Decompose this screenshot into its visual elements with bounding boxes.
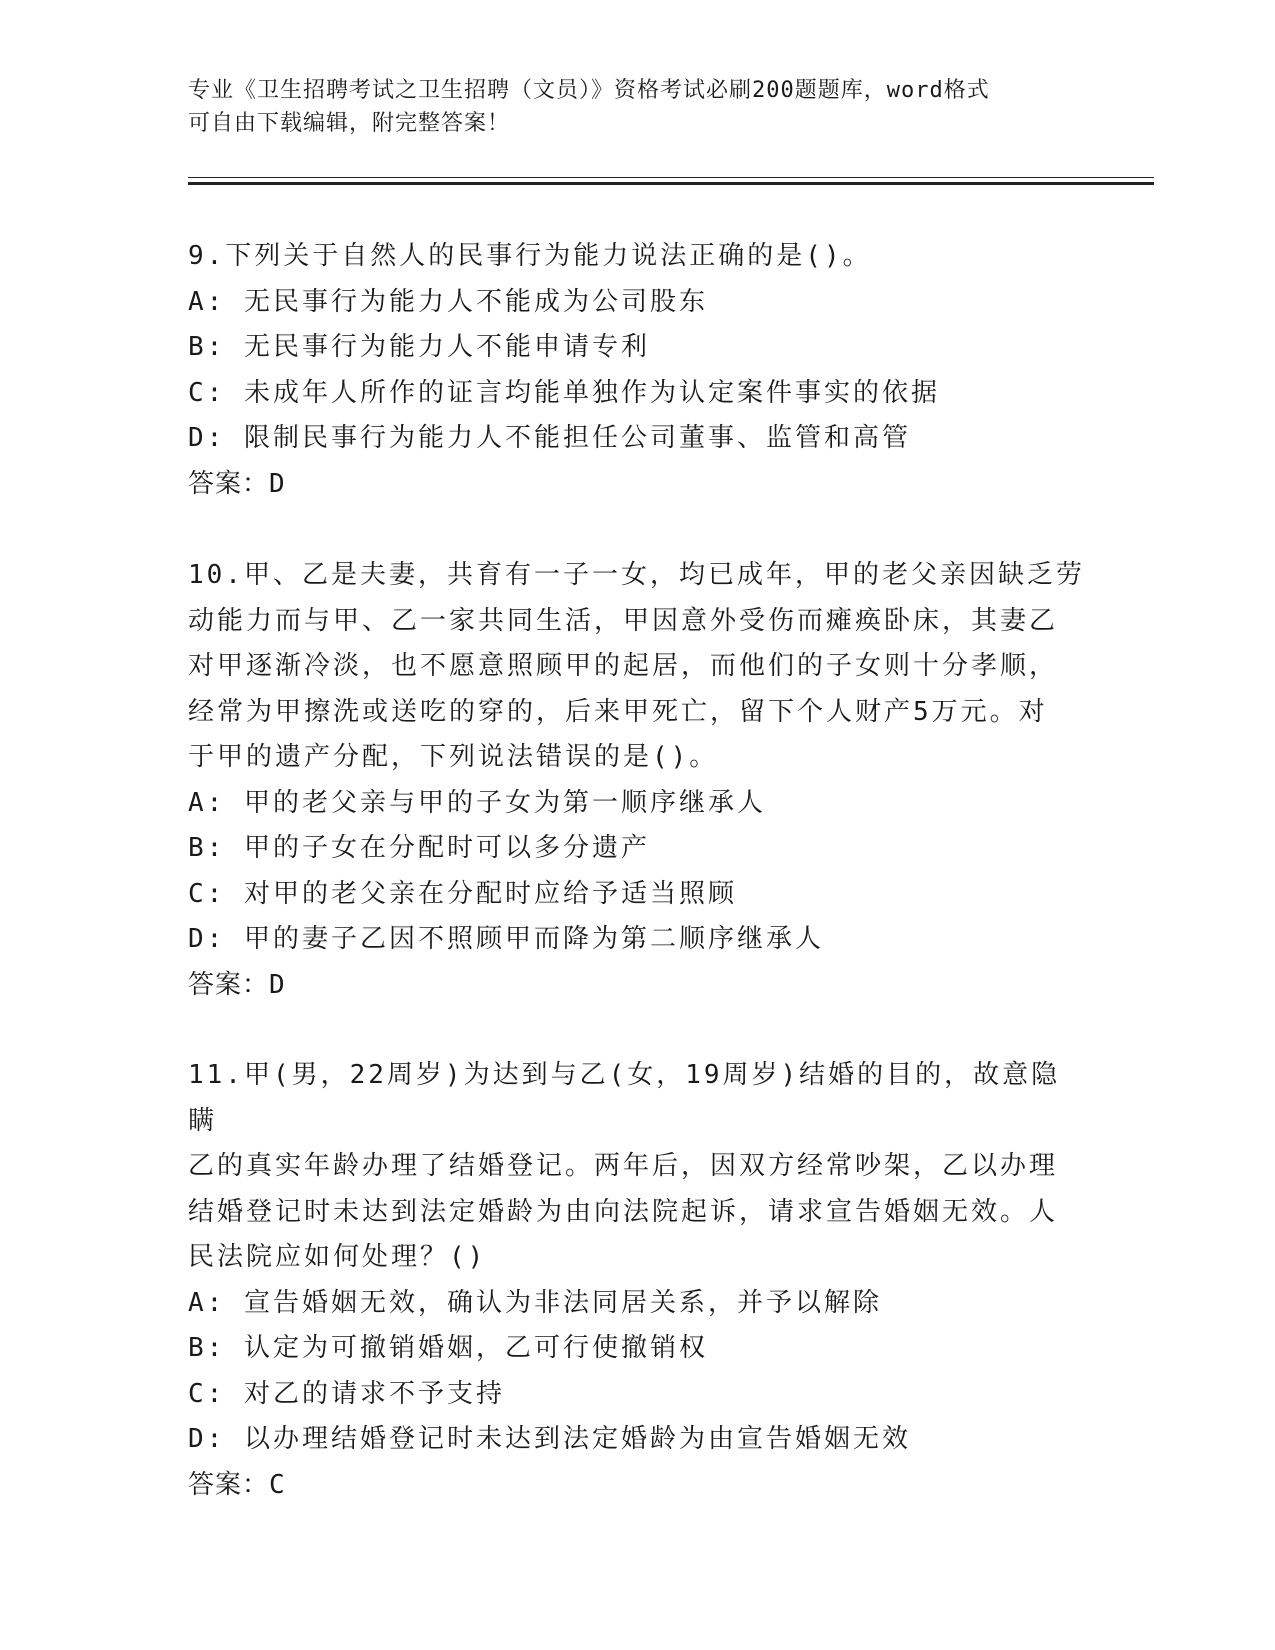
option-b: B: 甲的子女在分配时可以多分遗产	[188, 833, 650, 863]
answer-line	[188, 1463, 1088, 1509]
answer-line	[188, 462, 1088, 508]
option-d: D: 限制民事行为能力人不能担任公司董事、监管和高管	[188, 423, 911, 453]
option-b: B: 认定为可撤销婚姻，乙可行使撤销权	[188, 1333, 708, 1363]
answer-value: C	[269, 1469, 286, 1500]
option-a: A: 无民事行为能力人不能成为公司股东	[188, 286, 708, 317]
question-stem: 9.下列关于自然人的民事行为能力说法正确的是()。	[188, 241, 872, 271]
question-9	[188, 234, 1088, 507]
answer-label: 答案：	[188, 969, 270, 1000]
option-c: C: 对乙的请求不予支持	[188, 1378, 505, 1409]
question-stem-line: 对甲逐渐冷淡，也不愿意照顾甲的起居，而他们的子女则十分孝顺，	[188, 651, 1059, 681]
header-divider-thin	[188, 177, 1154, 178]
option-d: D: 甲的妻子乙因不照顾甲而降为第二顺序继承人	[188, 924, 824, 954]
document-header	[188, 74, 1068, 140]
answer-line	[188, 963, 1088, 1009]
answer-value: D	[269, 969, 286, 1000]
option-c: C: 未成年人所作的证言均能单独作为认定案件事实的依据	[188, 377, 940, 408]
question-stem-line: 11.甲(男，22周岁)为达到与乙(女，19周岁)结婚的目的，故意隐瞒	[188, 1060, 1061, 1136]
header-divider-thick	[188, 182, 1154, 185]
option-d: D: 以办理结婚登记时未达到法定婚龄为由宣告婚姻无效	[188, 1424, 911, 1454]
question-stem-line: 动能力而与甲、乙一家共同生活，甲因意外受伤而瘫痪卧床，其妻乙	[188, 605, 1059, 636]
answer-label: 答案：	[188, 468, 270, 499]
question-stem-line: 于甲的遗产分配，下列说法错误的是()。	[188, 742, 719, 772]
answer-value: D	[269, 468, 286, 499]
answer-label: 答案：	[188, 1469, 270, 1500]
header-line-2: 可自由下载编辑，附完整答案！	[188, 111, 511, 136]
option-c: C: 对甲的老父亲在分配时应给予适当照顾	[188, 878, 737, 909]
question-stem-line: 经常为甲擦洗或送吃的穿的，后来甲死亡，留下个人财产5万元。对	[188, 696, 1048, 727]
question-stem-line: 乙的真实年龄办理了结婚登记。两年后，因双方经常吵架，乙以办理	[188, 1151, 1059, 1181]
question-stem-line: 10.甲、乙是夫妻，共育有一子一女，均已成年，甲的老父亲因缺乏劳	[188, 560, 1085, 590]
question-stem-line: 结婚登记时未达到法定婚龄为由向法院起诉，请求宣告婚姻无效。人	[188, 1196, 1059, 1227]
option-a: A: 宣告婚姻无效，确认为非法同居关系，并予以解除	[188, 1287, 882, 1318]
question-10	[188, 553, 1088, 1008]
option-a: A: 甲的老父亲与甲的子女为第一顺序继承人	[188, 787, 766, 818]
question-stem-line: 民法院应如何处理？()	[188, 1242, 487, 1272]
question-11	[188, 1053, 1088, 1508]
option-b: B: 无民事行为能力人不能申请专利	[188, 332, 650, 362]
header-line-1: 专业《卫生招聘考试之卫生招聘（文员）》资格考试必刷200题题库，word格式	[188, 78, 990, 103]
